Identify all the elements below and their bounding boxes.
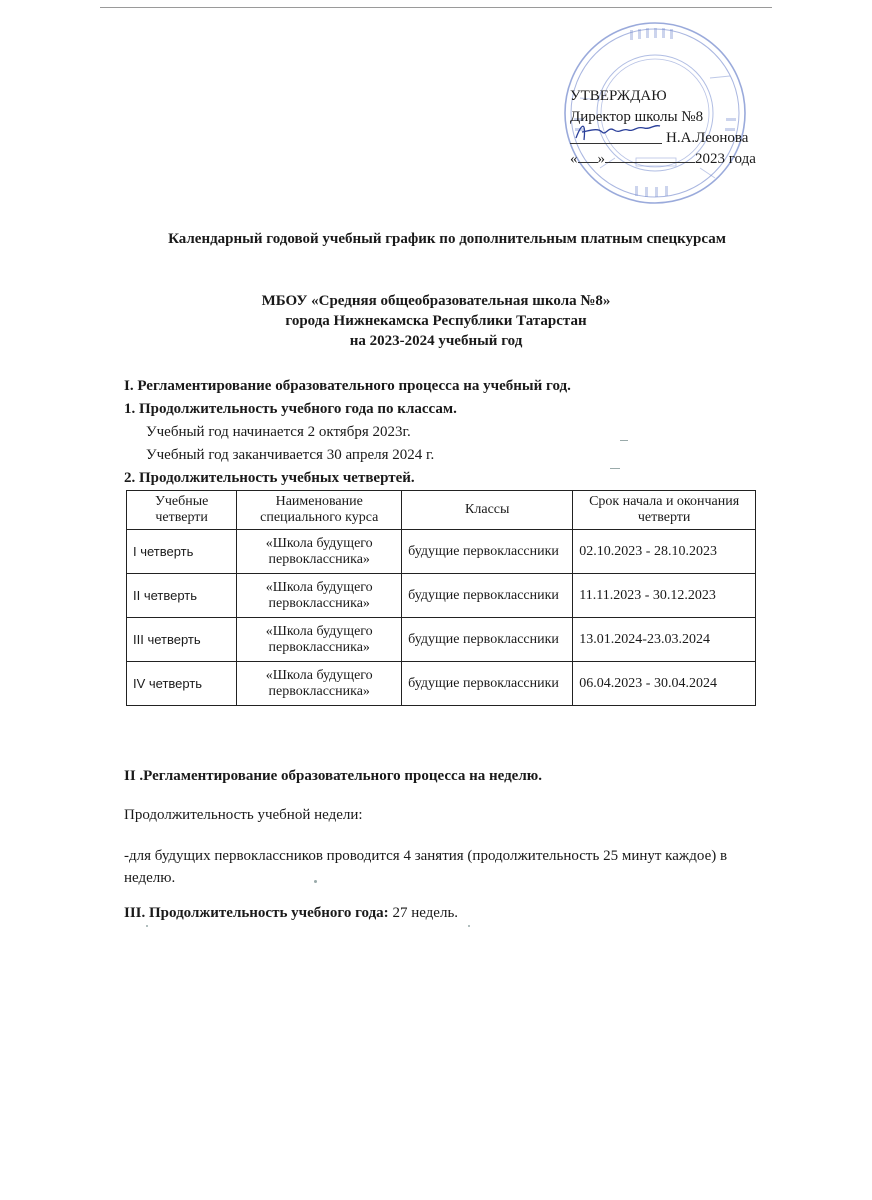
date-close-quote: » (597, 151, 605, 167)
approval-header: УТВЕРЖДАЮ (570, 88, 667, 104)
year-start-text: Учебный год начинается 2 октября 2023г. (146, 424, 411, 440)
quarters-table (126, 490, 756, 706)
document-title: Календарный годовой учебный график по дополнительным платным спецкурсам (168, 231, 726, 247)
cell-classes: будущие первоклассники (402, 574, 573, 618)
cell-course: «Школа будущего первоклассника» (237, 574, 402, 618)
section-1-sub1: 1. Продолжительность учебного года по классам. (124, 401, 457, 417)
cell-course: «Школа будущего первоклассника» (237, 530, 402, 574)
cell-quarter: III четверть (127, 618, 237, 662)
cell-period: 02.10.2023 - 28.10.2023 (573, 530, 756, 574)
week-duration-label: Продолжительность учебной недели: (124, 807, 363, 823)
approval-date-row (570, 149, 756, 170)
week-duration-text: -для будущих первоклассников проводится 4 занятия (продолжительность 25 минут каждое) в неделю. (124, 848, 728, 886)
cell-course: «Школа будущего первоклассника» (237, 662, 402, 706)
scan-speck (146, 925, 148, 927)
table-row (127, 618, 756, 662)
section-1-sub2: 2. Продолжительность учебных четвертей. (124, 470, 415, 486)
table-row (127, 574, 756, 618)
cell-classes: будущие первоклассники (402, 530, 573, 574)
director-name: Н.А.Леонова (666, 130, 749, 146)
scan-speck (468, 925, 470, 927)
school-block (0, 291, 872, 351)
table-header-row (127, 491, 756, 530)
cell-classes: будущие первоклассники (402, 662, 573, 706)
year-end-text: Учебный год заканчивается 30 апреля 2024 г. (146, 447, 435, 463)
cell-course: «Школа будущего первоклассника» (237, 618, 402, 662)
section-1-heading: I. Регламентирование образовательного процесса на учебный год. (124, 378, 571, 394)
date-month-blank (605, 162, 695, 163)
section-3 (124, 905, 458, 922)
signature-row (570, 128, 756, 149)
section-3-heading: III. Продолжительность учебного года: (124, 905, 389, 921)
cell-period: 11.11.2023 - 30.12.2023 (573, 574, 756, 618)
scan-speck (610, 468, 620, 469)
section-2-heading: II .Регламентирование образовательного процесса на неделю. (124, 768, 542, 784)
school-year: на 2023-2024 учебный год (349, 333, 523, 349)
school-name: МБОУ «Средняя общеобразовательная школа №8» (261, 293, 611, 309)
header-course: Наименование специального курса (237, 491, 402, 530)
header-quarters: Учебные четверти (127, 491, 237, 530)
date-open-quote: « (570, 151, 578, 167)
date-year: 2023 года (695, 151, 756, 167)
date-day-blank (578, 162, 598, 163)
cell-classes: будущие первоклассники (402, 618, 573, 662)
school-city: города Нижнекамска Республики Татарстан (285, 313, 587, 329)
scan-speck (620, 440, 628, 441)
section-3-value: 27 недель. (388, 905, 459, 921)
table-row (127, 530, 756, 574)
header-period: Срок начала и окончания четверти (573, 491, 756, 530)
scan-speck (314, 880, 317, 883)
cell-period: 06.04.2023 - 30.04.2024 (573, 662, 756, 706)
approval-position: Директор школы №8 (570, 109, 704, 125)
cell-quarter: II четверть (127, 574, 237, 618)
cell-quarter: IV четверть (127, 662, 237, 706)
cell-period: 13.01.2024-23.03.2024 (573, 618, 756, 662)
scan-edge-line (100, 7, 772, 8)
header-classes: Классы (402, 491, 573, 530)
approval-block (570, 86, 756, 170)
cell-quarter: I четверть (127, 530, 237, 574)
table-row (127, 662, 756, 706)
director-signature (572, 118, 662, 146)
